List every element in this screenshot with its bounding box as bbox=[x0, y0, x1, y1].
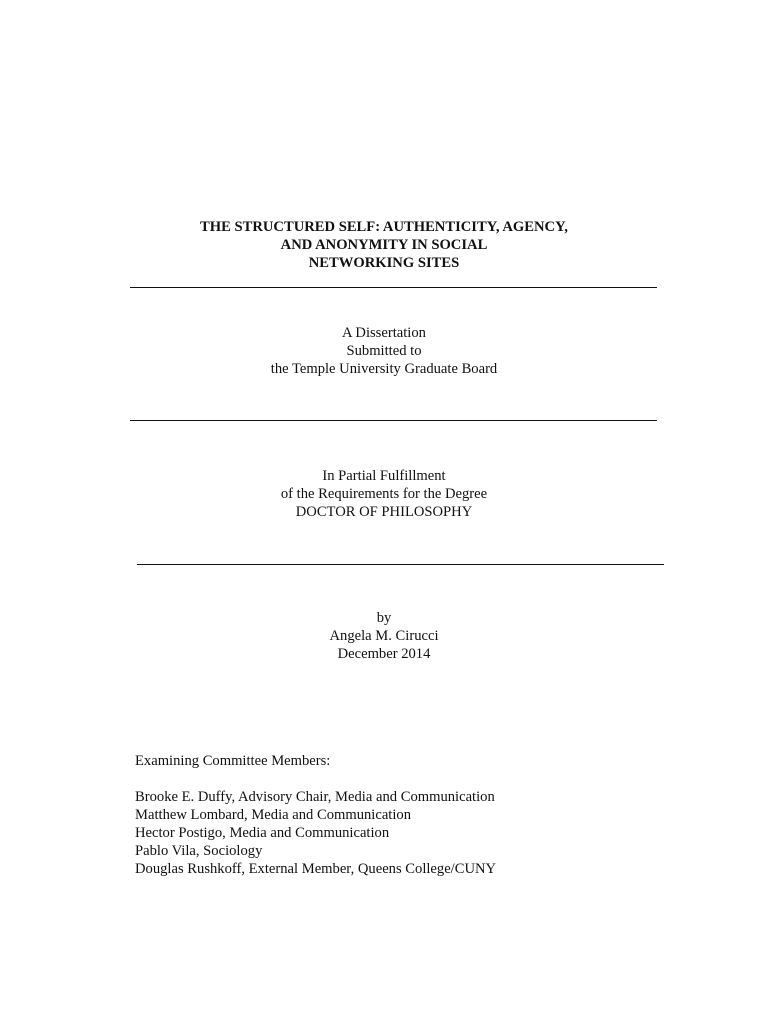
submission-line-3: the Temple University Graduate Board bbox=[270, 361, 498, 377]
submission-statement bbox=[0, 324, 768, 378]
committee-member: Pablo Vila, Sociology bbox=[135, 843, 263, 859]
divider-rule-2 bbox=[130, 420, 657, 421]
title-line-2: AND ANONYMITY IN SOCIAL bbox=[280, 237, 488, 253]
title-line-1: THE STRUCTURED SELF: AUTHENTICITY, AGENCY, bbox=[200, 219, 568, 235]
committee-member: Hector Postigo, Media and Communication bbox=[135, 825, 390, 841]
by-label: by bbox=[376, 610, 392, 626]
author-block bbox=[0, 609, 768, 663]
committee-spacer bbox=[135, 770, 496, 788]
committee-block bbox=[135, 752, 496, 878]
fulfillment-line-2: of the Requirements for the Degree bbox=[280, 486, 488, 502]
committee-member: Matthew Lombard, Media and Communication bbox=[135, 807, 412, 823]
fulfillment-line-1: In Partial Fulfillment bbox=[322, 468, 446, 484]
committee-member: Douglas Rushkoff, External Member, Queens College/CUNY bbox=[135, 861, 497, 877]
degree-name: DOCTOR OF PHILOSOPHY bbox=[295, 504, 473, 520]
submission-line-2: Submitted to bbox=[346, 343, 422, 359]
author-name: Angela M. Cirucci bbox=[329, 628, 439, 644]
committee-member: Brooke E. Duffy, Advisory Chair, Media and Communication bbox=[135, 789, 495, 805]
title-line-3: NETWORKING SITES bbox=[308, 255, 460, 271]
divider-rule-1 bbox=[130, 287, 657, 288]
committee-heading: Examining Committee Members: bbox=[135, 753, 331, 769]
submission-line-1: A Dissertation bbox=[342, 325, 426, 341]
dissertation-title bbox=[0, 218, 768, 272]
divider-rule-3 bbox=[137, 564, 664, 565]
submission-date: December 2014 bbox=[337, 646, 431, 662]
fulfillment-statement bbox=[0, 467, 768, 521]
